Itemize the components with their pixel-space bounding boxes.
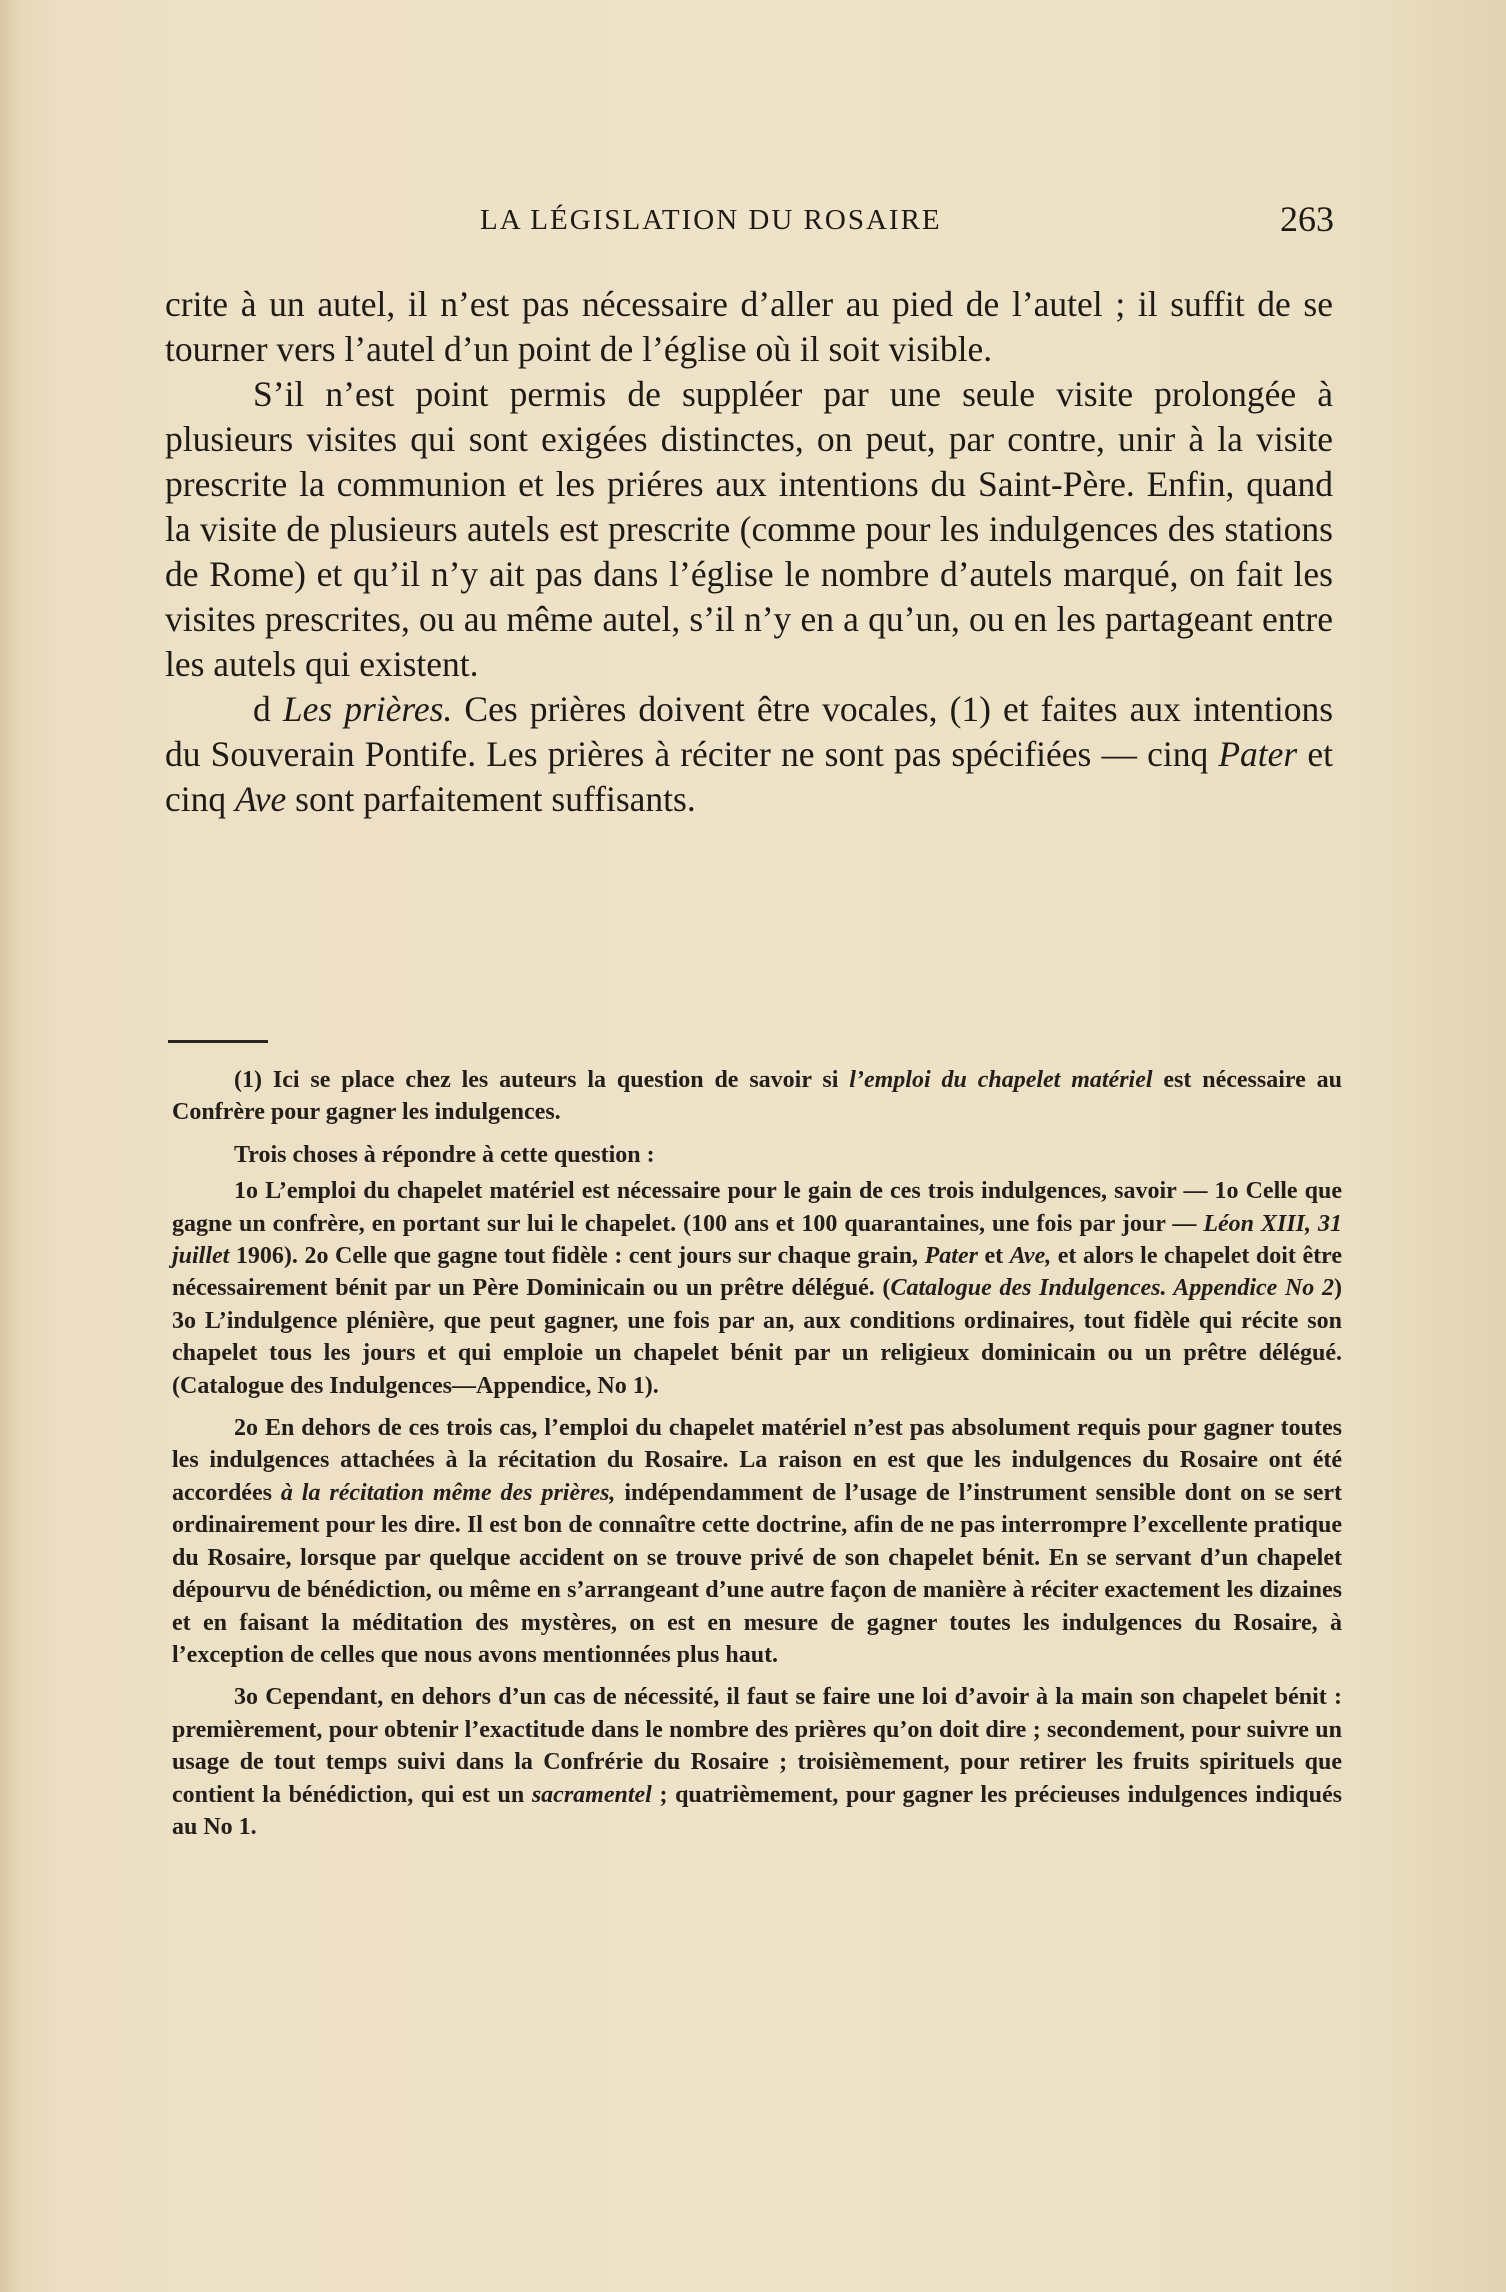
footnotes [172, 1064, 1342, 1853]
point-1-ave: Ave, [1009, 1243, 1052, 1270]
point-1-pater: Pater [924, 1243, 978, 1270]
footnote-1-text-a: (1) Ici se place chez les auteurs la question de savoir si [234, 1067, 850, 1093]
point-1-text-c: et [977, 1243, 1010, 1270]
paragraph-3-text-a: Ces prières doivent être vocales, (1) et faites aux intentions du Souverain Pontife. Les prières à réciter ne sont pas spécifiées — cinq [165, 689, 1334, 774]
main-text [165, 282, 1333, 822]
footnote-1-text-b: est nécessaire au Confrère pour gagner les indulgences. [172, 1067, 1342, 1126]
footnote-divider [168, 1040, 268, 1043]
page-number: 263 [1280, 199, 1334, 239]
pater-term: Pater [1218, 734, 1298, 774]
paragraph-3 [165, 687, 1333, 822]
point-2-text-a: 2o En dehors de ces trois cas, l’emploi du chapelet matériel n’est pas absolument requis pour gagner toutes les indulgences attachées à la récitation du Rosaire. La raison en est que les indulgences du Rosaire ont été accordées [172, 1415, 1342, 1506]
footnote-point-2 [172, 1412, 1342, 1671]
page-header [170, 200, 1334, 244]
footnote-intro: Trois choses à répondre à cette question : [234, 1141, 655, 1168]
point-2-emphasis: à la récitation même des prières, [280, 1479, 616, 1506]
point-1-catalogue: Catalogue des Indulgences. Appendice No 2 [890, 1275, 1335, 1302]
footnote-point-1 [172, 1175, 1342, 1402]
point-3-text-b: ; quatrièmement, pour gagner les précieuses indulgences indiqués au No 1. [172, 1781, 1342, 1840]
point-1-text-d: et alors le chapelet doit être nécessairement bénit par un Père Dominicain ou un prêtre délégué. ( [172, 1243, 1342, 1302]
point-2-text-b: indépendamment de l’usage de l’instrument sensible dont on se sert ordinairement pour les dire. Il est bon de connaître cette doctrine, afin de ne pas interrompre l’excellente pratique du Rosaire, lorsque par quelque accident on se trouve privé de son chapelet bénit. En se servant d’un chapelet dépourvu de bénédiction, ou même en s’arrangeant d’une autre façon de manière à réciter exactement les dizaines et en faisant la méditation des mystères, on est en mesure de gagner toutes les indulgences du Rosaire, à l’exception de celles que nous avons mentionnées plus haut. [172, 1479, 1342, 1668]
point-1-text-b: 1906). 2o Celle que gagne tout fidèle : cent jours sur chaque grain, [229, 1243, 925, 1270]
point-1-text-e: ) 3o L’indulgence plénière, que peut gagner, une fois par an, aux conditions ordinaires, tout fidèle qui récite son chapelet tous les jours et qui emploie un chapelet bénit par un religieux dominicain ou un prêtre délégué. (Catalogue des Indulgences—Appendice, No 1). [172, 1275, 1343, 1399]
running-title: LA LÉGISLATION DU ROSAIRE [480, 204, 942, 236]
paragraph-2: S’il n’est point permis de suppléer par une seule visite prolongée à plusieurs visites qui sont exigées distinctes, on peut, par contre, unir à la visite prescrite la communion et les priéres aux intentions du Saint-Père. Enfin, quand la visite de plusieurs autels est prescrite (comme pour les indulgences des stations de Rome) et qu’il n’y ait pas dans l’église le nombre d’autels marqué, on fait les visites prescrites, ou au même autel, s’il n’y en a qu’un, ou en les partageant entre les autels qui existent. [165, 374, 1333, 684]
paragraph-3-lead: d [253, 689, 283, 729]
footnote-point-3 [172, 1681, 1342, 1843]
point-1-text-a: 1o L’emploi du chapelet matériel est nécessaire pour le gain de ces trois indulgences, savoir — 1o Celle que gagne un confrère, en portant sur lui le chapelet. (100 ans et 100 quarantaines, une fois par jour — [172, 1178, 1342, 1237]
paragraph-3-text-b: et cinq [165, 734, 1333, 819]
point-1-citation: Léon XIII, 31 juillet [172, 1210, 1342, 1270]
footnote-1 [172, 1064, 1342, 1129]
point-3-text-a: 3o Cependant, en dehors d’un cas de nécessité, il faut se faire une loi d’avoir à la main son chapelet bénit : premièrement, pour obtenir l’exactitude dans le nombre des prières qu’on doit dire ; secondement, pour suivre un usage de tout temps suivi dans la Confrérie du Rosaire ; troisièmement, pour retirer les fruits spirituels que contient la bénédiction, qui est un [172, 1684, 1342, 1808]
point-3-emphasis: sacramentel [531, 1781, 652, 1808]
paragraph-3-text-c: sont parfaitement suffisants. [286, 779, 696, 819]
ave-term: Ave [235, 779, 287, 819]
section-title-prieres: Les prières. [282, 689, 453, 729]
paragraph-1: crite à un autel, il n’est pas nécessaire d’aller au pied de l’autel ; il suffit de se tourner vers l’autel d’un point de l’église où il soit visible. [165, 284, 1333, 369]
footnote-1-emphasis: l’emploi du chapelet matériel [849, 1067, 1153, 1093]
